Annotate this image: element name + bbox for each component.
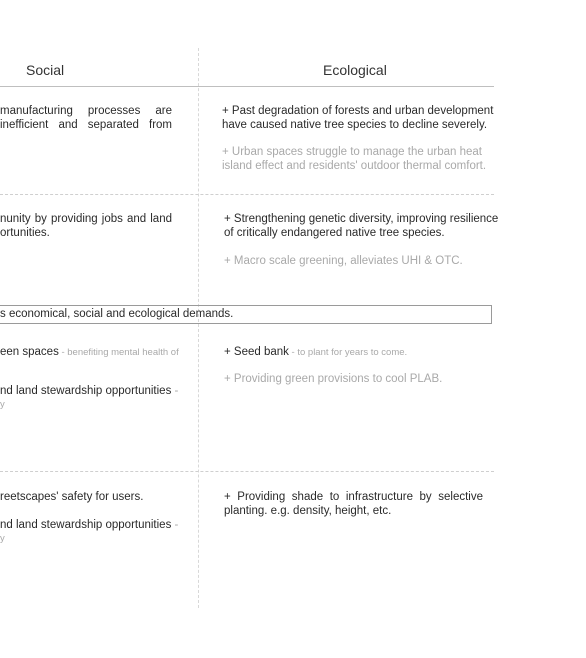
row2-social-line1: nunity by providing jobs and land bbox=[0, 213, 172, 225]
row3-eco-main: + Seed bank bbox=[224, 346, 289, 358]
column-divider bbox=[198, 48, 199, 608]
row3-eco-a bbox=[224, 345, 407, 360]
row3-social-b-muted2: y bbox=[0, 399, 5, 410]
row1-eco-muted-line1: + Urban spaces struggle to manage the urban heat bbox=[222, 146, 482, 158]
row3-social-b-muted: - bbox=[171, 385, 179, 397]
row2-eco-line2: of critically endangered native tree species. bbox=[224, 227, 445, 239]
row-divider-1 bbox=[0, 194, 494, 195]
row1-eco-line2: have caused native tree species to decline severely. bbox=[222, 119, 488, 131]
header-divider bbox=[0, 86, 494, 87]
row1-eco-muted-line2: island effect and residents' outdoor thermal comfort. bbox=[222, 160, 487, 172]
row3-social-a bbox=[0, 345, 179, 360]
row1-social-line1: manufacturing processes are bbox=[0, 105, 172, 117]
ecological-header: Ecological bbox=[323, 62, 387, 78]
row2-eco-line1: + Strengthening genetic diversity, improving resilience bbox=[224, 213, 499, 225]
row4-eco-line1: + Providing shade to infrastructure by selective bbox=[224, 491, 483, 503]
row3-social-a-main: een spaces bbox=[0, 346, 59, 358]
row3-eco-small: - to plant for years to come. bbox=[288, 347, 408, 358]
row4-social-b bbox=[0, 518, 178, 532]
summary-banner: s economical, social and ecological demands. bbox=[0, 305, 492, 324]
row3-social-a-muted: - benefiting mental health of bbox=[58, 347, 179, 358]
row4-social-a: reetscapes' safety for users. bbox=[0, 491, 144, 503]
row3-social-b bbox=[0, 384, 178, 398]
row4-social-b-muted2: y bbox=[0, 533, 5, 544]
row3-social-b-main: nd land stewardship opportunities bbox=[0, 385, 172, 397]
social-header: Social bbox=[26, 62, 65, 78]
row2-eco-muted: + Macro scale greening, alleviates UHI & OTC. bbox=[224, 255, 463, 267]
row1-social-line2: inefficient and separated from bbox=[0, 119, 172, 131]
row3-eco-muted: + Providing green provisions to cool PLAB. bbox=[224, 373, 443, 385]
row-divider-2 bbox=[0, 471, 494, 472]
row4-social-b-main: nd land stewardship opportunities bbox=[0, 519, 172, 531]
row4-eco-line2: planting. e.g. density, height, etc. bbox=[224, 505, 392, 517]
row4-social-b-muted: - bbox=[171, 519, 179, 531]
row1-eco-line1: + Past degradation of forests and urban development bbox=[222, 105, 494, 117]
row2-social-line2: ortunities. bbox=[0, 227, 50, 239]
